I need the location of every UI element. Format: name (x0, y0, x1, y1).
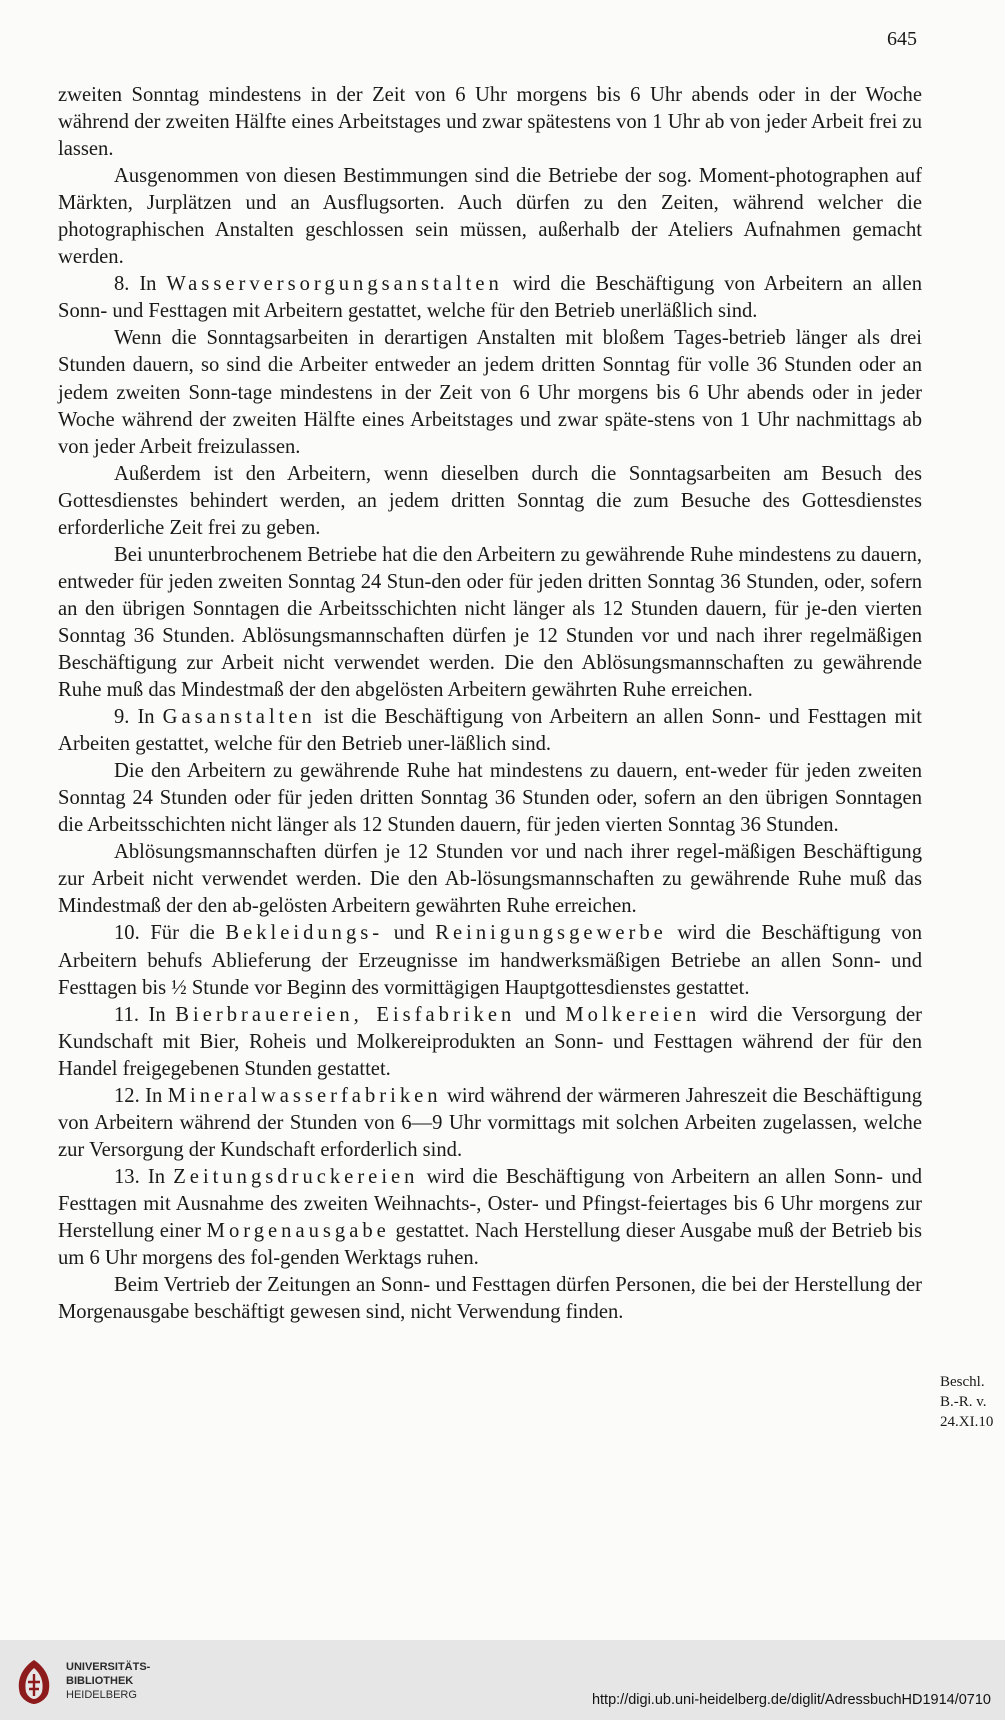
paragraph-text: wird die Beschäftigung von Arbeitern an allen Sonn- und Festtagen mit Arbeitern gestattet, welche für den Betrieb unerläßlich sind. (58, 273, 922, 323)
paragraph (58, 920, 922, 1001)
paragraph-text: Ausgenommen von diesen Bestimmungen sind die Betriebe der sog. Moment-photographen auf Märkten, Jurplätzen und an Ausflugsorten. Auch dürfen zu den Zeiten, während welcher die photographischen Anstalten geschlossen sein müssen, außerhalb der Ateliers Aufnahmen gemacht werden. (58, 165, 922, 269)
paragraph-text: zweiten Sonntag mindestens in der Zeit von 6 Uhr morgens bis 6 Uhr abends oder in der Woche während der zweiten Hälfte eines Arbeitstages und zwar spätestens von 1 Uhr ab von jeder Arbeit frei zu lassen. (58, 84, 922, 161)
paragraph-text: Ablösungsmannschaften dürfen je 12 Stunden vor und nach ihrer regel-mäßigen Beschäftigung zur Arbeit nicht verwendet werden. Die den Ab-lösungsmannschaften zu gewährende Ruhe muß das Mindestmaß der den ab-gelösten Arbeitern gewährten Ruhe erreichen. (58, 841, 922, 918)
margin-note-line: Beschl. (940, 1374, 985, 1390)
footer-bar (0, 1640, 1005, 1720)
paragraph-text: wird die Beschäftigung von Arbeitern behufs Ablieferung der Erzeugnisse im handwerksmäßigen Betriebe an allen Sonn- und Festtagen bis ½ Stunde vor Beginn des vormittägigen Hauptgottesdienstes gestattet. (58, 922, 922, 999)
emphasized-term: Gasanstalten (162, 706, 316, 729)
library-name-line: UNIVERSITÄTS- (66, 1661, 151, 1673)
emphasized-term: Molkereien (565, 1003, 701, 1026)
paragraph-text: 8. In (114, 273, 167, 296)
margin-note (940, 1372, 1002, 1432)
paragraph-text: ist die Beschäftigung von Arbeitern an allen Sonn- und Festtagen mit Arbeiten gestattet, welche für den Betrieb uner-läßlich sind. (58, 706, 922, 756)
paragraph (58, 839, 922, 920)
emphasized-term: Morgenausgabe (206, 1219, 390, 1242)
paragraph (58, 1272, 922, 1326)
paragraph-text: Beim Vertrieb der Zeitungen an Sonn- und Festtagen dürfen Personen, die bei der Herstellung der Morgenausgabe beschäftigt gewesen sind, nicht Verwendung finden. (58, 1274, 922, 1324)
emphasized-term: Mineralwasserfabriken (167, 1084, 442, 1107)
paragraph (58, 271, 922, 325)
margin-note-line: 24.XI.10 (940, 1414, 994, 1430)
emphasized-term: Bierbrauereien, Eisfabriken (175, 1003, 516, 1026)
paragraph-text: Die den Arbeitern zu gewährende Ruhe hat mindestens zu dauern, ent-weder für jeden zweiten Sonntag 24 Stunden oder für jeden dritten Sonntag 36 Stunden oder, sofern an den übrigen Sonntagen die Arbeitsschichten nicht länger als 12 Stunden dauern, für jeden vierten Sonntag 36 Stunden. (58, 760, 922, 837)
emphasized-term: Wasserversorgungsanstalten (166, 273, 503, 296)
source-url-link[interactable]: http://digi.ub.uni-heidelberg.de/diglit/AdressbuchHD1914/0710 (591, 1692, 991, 1708)
paragraph-text: 9. In (114, 706, 163, 729)
text-body (58, 82, 922, 1326)
paragraph-text: und (515, 1003, 566, 1026)
page-number: 645 (887, 28, 917, 50)
paragraph-text: und (383, 922, 436, 945)
paragraph (58, 163, 922, 271)
paragraph (58, 82, 922, 163)
paragraph-text: gestattet. Nach Herstellung dieser Ausgabe muß der Betrieb bis um 6 Uhr morgens des fol-genden Werktags ruhen. (58, 1219, 922, 1270)
paragraph-text: wird die Versorgung der Kundschaft mit Bier, Roheis und Molkereiprodukten an Sonn- und Festtagen während der für den Handel freigegebenen Stunden gestattet. (58, 1003, 922, 1080)
paragraph-text: wird während der wärmeren Jahreszeit die Beschäftigung von Arbeitern während der Stunden von 6—9 Uhr vormittags mit solchen Arbeiten zugelassen, welche zur Versorgung der Kundschaft erforderlich sind. (58, 1084, 922, 1161)
paragraph (58, 461, 922, 542)
library-name-line: HEIDELBERG (66, 1689, 137, 1701)
paragraph-text: 13. In (114, 1165, 174, 1188)
paragraph (58, 1083, 922, 1164)
library-name (66, 1660, 162, 1702)
library-name-line: BIBLIOTHEK (66, 1675, 134, 1687)
margin-note-line: B.-R. v. (940, 1394, 987, 1410)
paragraph (58, 704, 922, 758)
paragraph (58, 325, 922, 460)
library-seal-icon (12, 1658, 56, 1706)
paragraph-text: Außerdem ist den Arbeitern, wenn dieselben durch die Sonntagsarbeiten am Besuch des Gottesdienstes behindert werden, an jedem dritten Sonntag die zum Besuche des Gottesdienstes erforderliche Zeit frei zu geben. (58, 462, 922, 539)
library-logo[interactable] (12, 1654, 162, 1710)
paragraph (58, 758, 922, 839)
paragraph-text: wird die Beschäftigung von Arbeitern an allen Sonn- und Festtagen mit Ausnahme des zweiten Weihnachts-, Oster- und Pfingst-feiertages bis 6 Uhr morgens zur Herstellung einer (58, 1165, 922, 1242)
paragraph-text: Bei ununterbrochenem Betriebe hat die den Arbeitern zu gewährende Ruhe mindestens zu dauern, entweder für jeden zweiten Sonntag 24 Stun-den oder für jeden dritten Sonntag 36 Stunden, oder, sofern an den übrigen Sonntagen die Arbeitsschichten nicht länger als 12 Stunden dauern, für je-den vierten Sonntag 36 Stunden. Ablösungsmannschaften dürfen je 12 Stunden vor und nach ihrer regelmäßigen Beschäftigung zur Arbeit nicht verwendet werden. Die den Ablösungsmannschaften zu gewährende Ruhe muß das Mindestmaß der den abgelösten Arbeitern gewährten Ruhe erreichen. (58, 543, 923, 702)
paragraph-text: 10. Für die (114, 922, 226, 945)
emphasized-term: Reinigungsgewerbe (435, 922, 667, 945)
emphasized-term: Zeitungsdruckereien (173, 1165, 419, 1188)
paragraph (58, 1164, 922, 1272)
paragraph-text: 12. In (114, 1084, 168, 1107)
paragraph-text: 11. In (114, 1003, 176, 1026)
paragraph (58, 542, 922, 704)
paragraph (58, 1002, 922, 1083)
paragraph-text: Wenn die Sonntagsarbeiten in derartigen Anstalten mit bloßem Tages-betrieb länger als drei Stunden dauern, so sind die Arbeiter entweder an jedem dritten Sonntag für volle 36 Stunden oder an jedem zweiten Sonn-tage mindestens in der Zeit von 6 Uhr morgens bis 6 Uhr abends oder in jeder Woche während der zweiten Hälfte eines Arbeitstages und zwar späte-stens von 1 Uhr nachmittags ab von jeder Arbeit freizulassen. (58, 327, 922, 458)
emphasized-term: Bekleidungs- (225, 922, 384, 945)
